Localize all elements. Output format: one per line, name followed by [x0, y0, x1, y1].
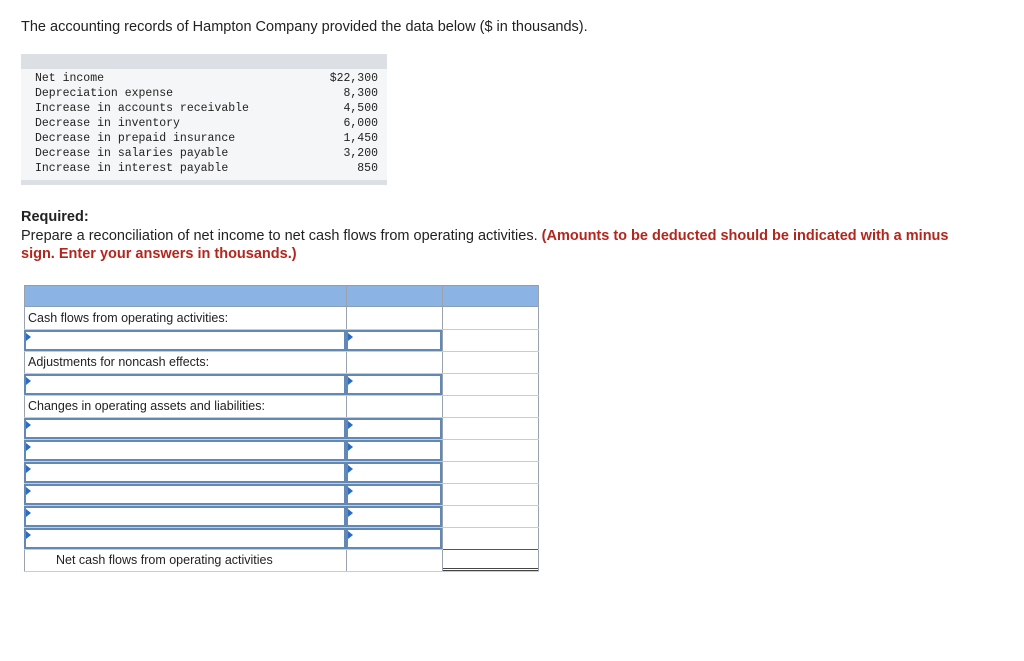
data-label: Decrease in inventory: [35, 117, 180, 130]
data-row: [21, 131, 387, 146]
amount-input[interactable]: [346, 528, 442, 549]
table-row: [24, 439, 539, 461]
dropdown-marker-icon: [348, 377, 353, 385]
data-label: Depreciation expense: [35, 87, 174, 100]
data-label: Decrease in prepaid insurance: [35, 132, 236, 145]
table-row: [24, 505, 539, 527]
data-label: Net income: [35, 72, 105, 85]
table-row: [24, 417, 539, 439]
required-heading: Required:: [21, 209, 89, 225]
dropdown-marker-icon: [348, 421, 353, 429]
dropdown-marker-icon: [26, 443, 31, 451]
dropdown-marker-icon: [26, 531, 31, 539]
required-note: (Amounts to be deducted should be indicated with a minus sign. Enter your answers in thousands.): [21, 228, 949, 262]
reconciliation-worksheet: [24, 285, 539, 572]
table-row: [24, 329, 539, 351]
description-input[interactable]: [24, 506, 346, 527]
table-row: [24, 527, 539, 549]
amount-input[interactable]: [346, 418, 442, 439]
dropdown-marker-icon: [348, 487, 353, 495]
section-label: Adjustments for noncash effects:: [28, 355, 210, 369]
table-row: [24, 351, 539, 373]
data-row: [21, 86, 387, 101]
amount-input[interactable]: [346, 484, 442, 505]
amount-input[interactable]: [346, 506, 442, 527]
dropdown-marker-icon: [348, 509, 353, 517]
dropdown-marker-icon: [348, 333, 353, 341]
amount-input[interactable]: [346, 462, 442, 483]
total-row: [24, 549, 539, 571]
data-row: [21, 146, 387, 161]
description-input[interactable]: [24, 440, 346, 461]
amount-input[interactable]: [346, 440, 442, 461]
total-amount-field[interactable]: [443, 549, 538, 571]
data-row: [21, 116, 387, 131]
amount-input[interactable]: [346, 330, 442, 351]
data-label: Increase in accounts receivable: [35, 102, 249, 115]
data-row: [21, 71, 387, 86]
dropdown-marker-icon: [348, 465, 353, 473]
description-input[interactable]: [24, 418, 346, 439]
problem-intro: The accounting records of Hampton Company provided the data below ($ in thousands).: [21, 19, 588, 35]
required-instructions: [21, 227, 961, 263]
data-value: 1,450: [343, 132, 378, 145]
amount-input[interactable]: [346, 374, 442, 395]
table-row: [24, 307, 539, 329]
dropdown-marker-icon: [26, 487, 31, 495]
total-label: Net cash flows from operating activities: [56, 553, 273, 567]
required-text: Prepare a reconciliation of net income to net cash flows from operating activities.: [21, 228, 542, 244]
data-value: 8,300: [343, 87, 378, 100]
data-value: 4,500: [343, 102, 378, 115]
dropdown-marker-icon: [26, 421, 31, 429]
data-value: 3,200: [343, 147, 378, 160]
table-row: [24, 461, 539, 483]
worksheet-header: [24, 285, 539, 307]
data-row: [21, 101, 387, 116]
data-row: [21, 161, 387, 176]
given-data-table: [21, 54, 387, 185]
description-input[interactable]: [24, 484, 346, 505]
data-value: $22,300: [329, 72, 378, 85]
description-input[interactable]: [24, 330, 346, 351]
table-row: [24, 395, 539, 417]
data-label: Increase in interest payable: [35, 162, 229, 175]
description-input[interactable]: [24, 374, 346, 395]
table-row: [24, 373, 539, 395]
dropdown-marker-icon: [26, 465, 31, 473]
dropdown-marker-icon: [348, 443, 353, 451]
dropdown-marker-icon: [26, 333, 31, 341]
dropdown-marker-icon: [26, 509, 31, 517]
data-value: 850: [357, 162, 378, 175]
data-label: Decrease in salaries payable: [35, 147, 229, 160]
table-row: [24, 483, 539, 505]
grid-line: [24, 571, 539, 572]
section-label: Cash flows from operating activities:: [28, 311, 229, 325]
data-value: 6,000: [343, 117, 378, 130]
description-input[interactable]: [24, 462, 346, 483]
description-input[interactable]: [24, 528, 346, 549]
section-label: Changes in operating assets and liabilities:: [28, 399, 265, 413]
dropdown-marker-icon: [26, 377, 31, 385]
dropdown-marker-icon: [348, 531, 353, 539]
